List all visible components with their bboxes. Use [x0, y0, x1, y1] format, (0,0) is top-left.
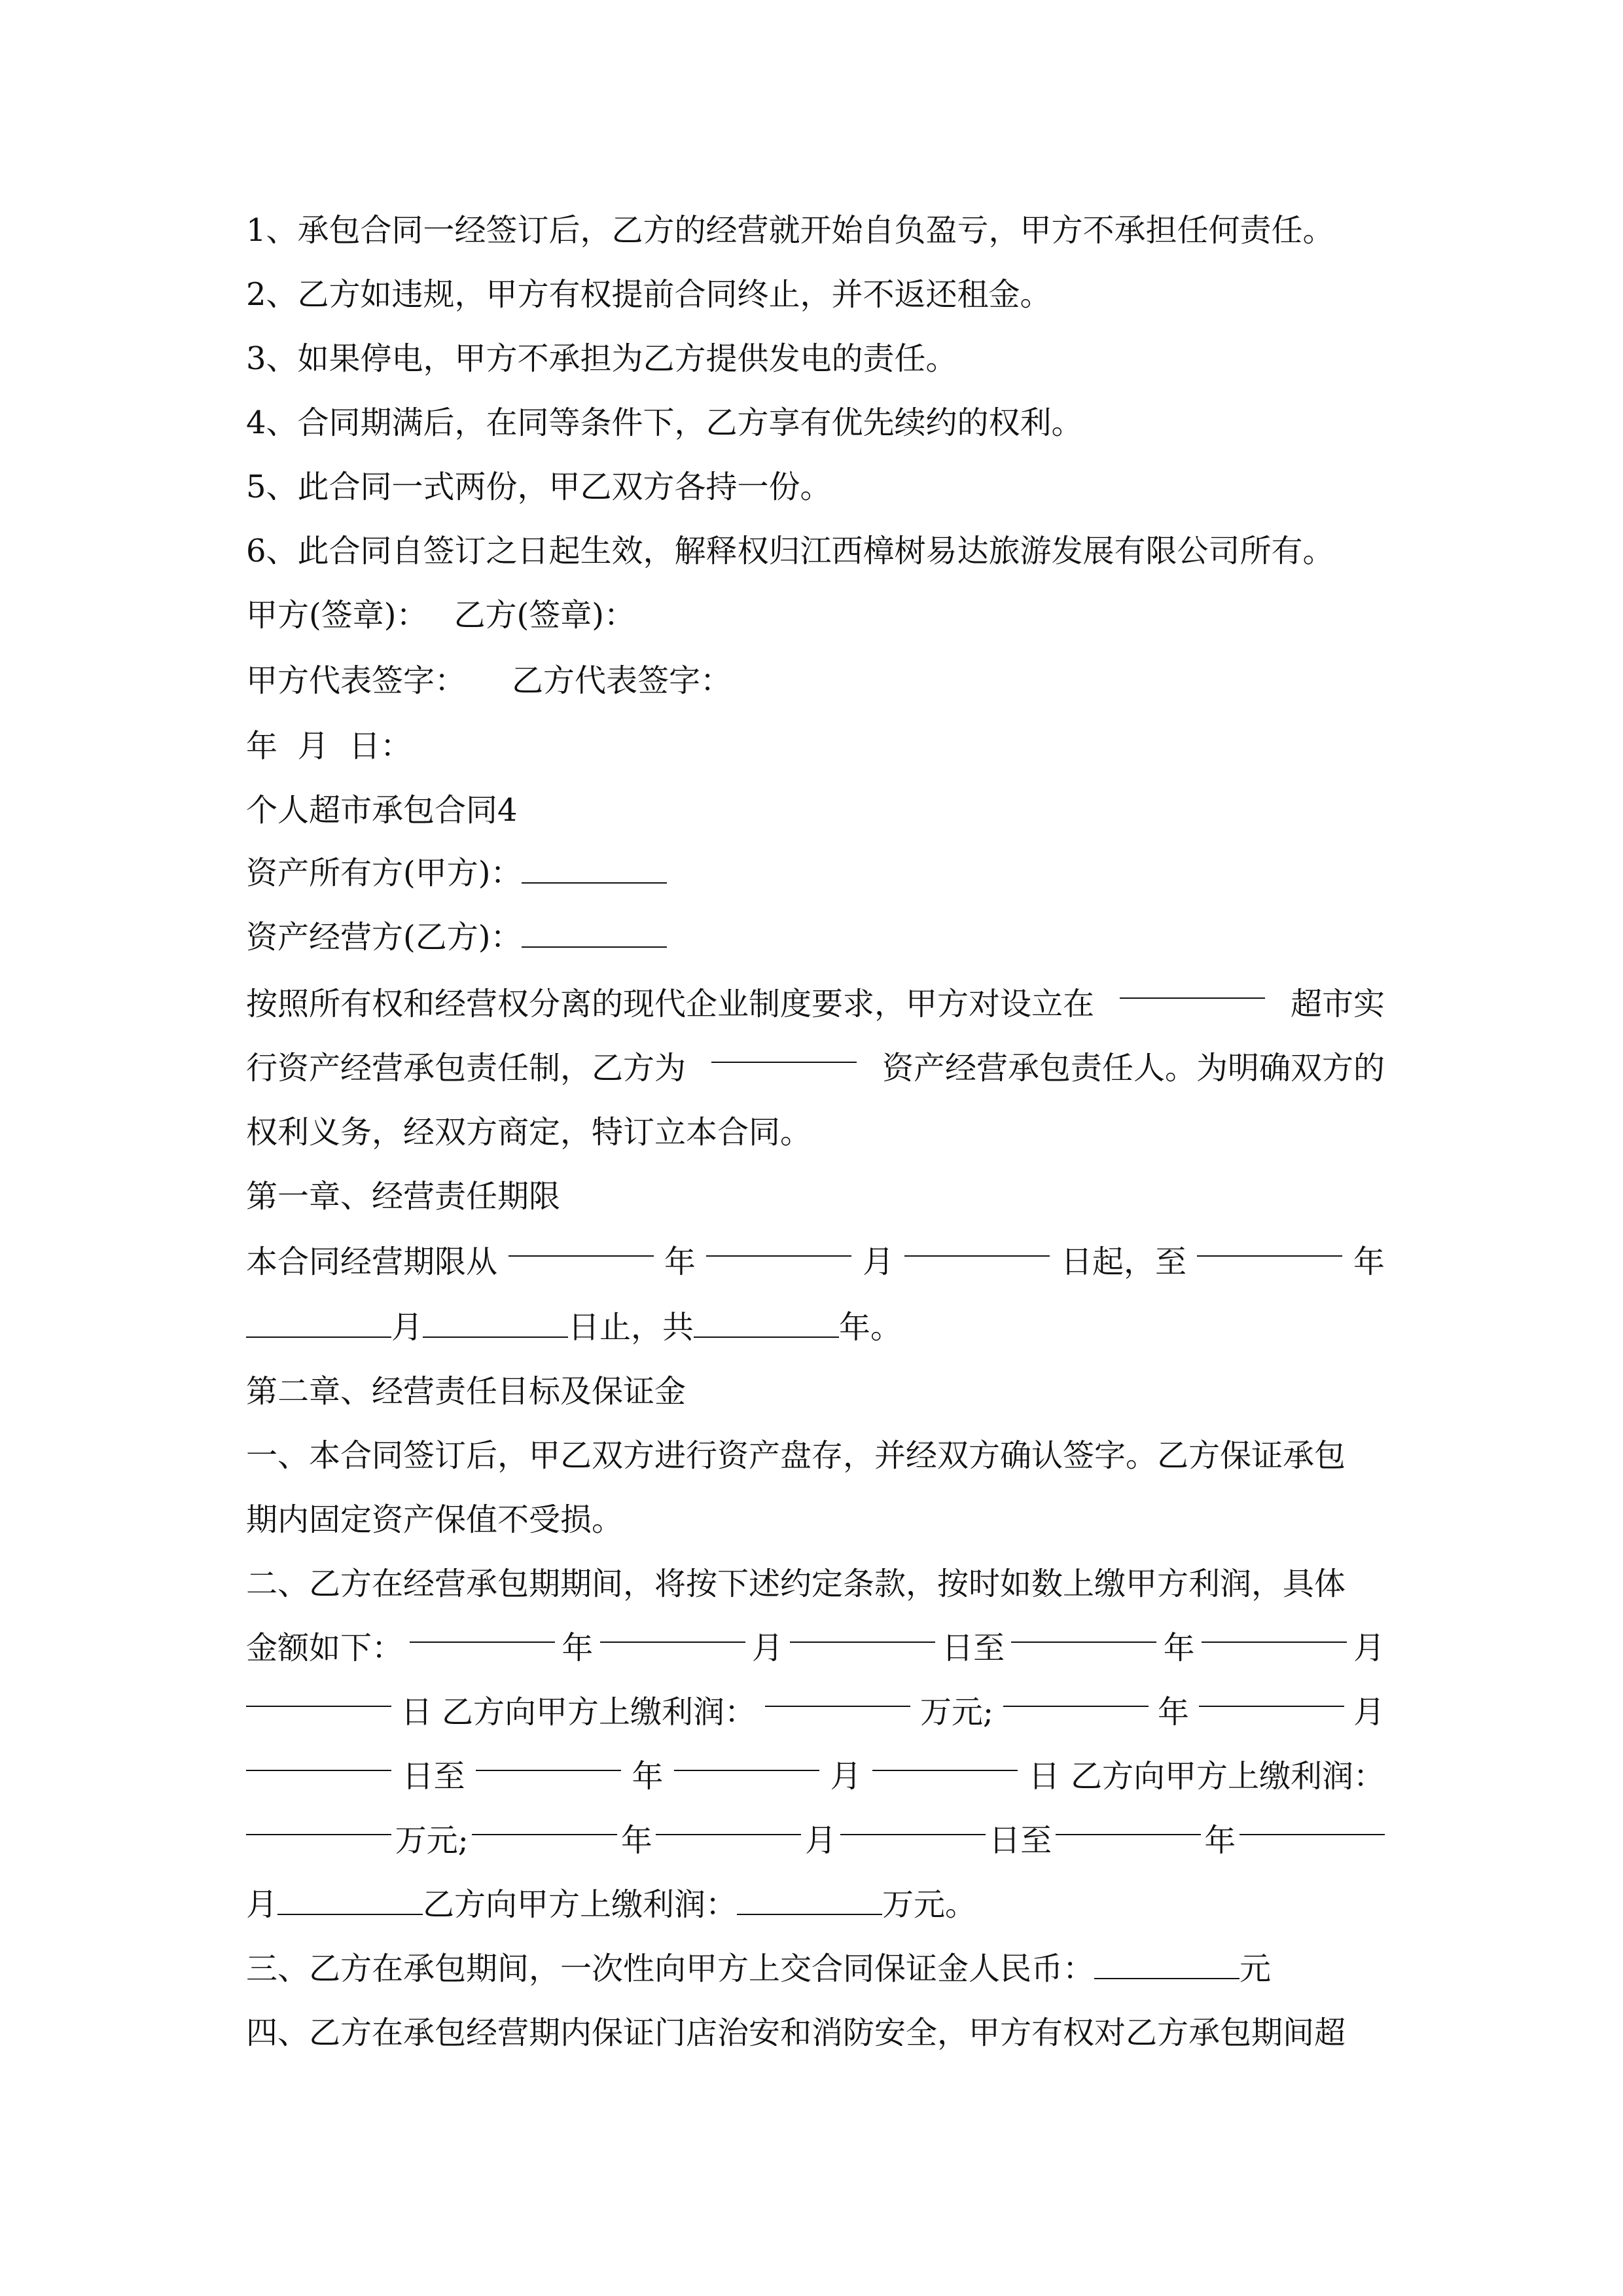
- date-year-label: 年: [246, 728, 278, 764]
- p2-start-month-blank[interactable]: [1199, 1679, 1344, 1707]
- start-year-blank[interactable]: [508, 1229, 654, 1257]
- item-2-line-2: [246, 1615, 1385, 1681]
- day-label: 日: [1028, 1758, 1060, 1795]
- month-label: 月: [1353, 1694, 1385, 1731]
- month-label: 月: [862, 1244, 894, 1280]
- clause-6: 6、此合同自签订之日起生效，解释权归江西樟树易达旅游发展有限公司所有。: [246, 533, 1334, 569]
- date-line: [246, 713, 1385, 779]
- p3-end-day-blank[interactable]: [277, 1888, 423, 1915]
- wan-label: 万元。: [882, 1886, 977, 1923]
- term-text: 日起，至: [1060, 1244, 1186, 1280]
- party-b-seal-label: 乙方(签章)：: [454, 597, 635, 634]
- year-label: 年: [562, 1630, 594, 1666]
- year-label: 年: [632, 1758, 664, 1795]
- item-3-line: [246, 1936, 1385, 2001]
- item-2-line-3: [246, 1679, 1385, 1745]
- year-label: 年: [1204, 1822, 1236, 1859]
- clause-1: 1、承包合同一经签订后，乙方的经营就开始自负盈亏，甲方不承担任何责任。: [246, 212, 1334, 249]
- year-label: 年: [1163, 1630, 1195, 1666]
- item-1-line-2: 期内固定资产保值不受损。: [246, 1501, 624, 1538]
- month-label: 月: [391, 1309, 423, 1346]
- party-a-rep-label: 甲方代表签字：: [246, 662, 467, 699]
- operator-line: [246, 905, 1385, 970]
- clause-5: 5、此合同一式两份，甲乙双方各持一份。: [246, 469, 832, 505]
- intro-text: 按照所有权和经营权分离的现代企业制度要求，甲方对设立在: [246, 986, 1095, 1022]
- year-label: 年: [664, 1244, 696, 1280]
- chapter-1-title: 第一章、经营责任期限: [246, 1178, 561, 1215]
- date-day-label: 日：: [349, 728, 412, 764]
- p2-end-year-blank[interactable]: [476, 1744, 621, 1771]
- date-month-label: 月: [297, 728, 329, 764]
- start-day-blank[interactable]: [904, 1229, 1050, 1257]
- wan-label: 万元;: [919, 1694, 994, 1731]
- seal-line: [246, 583, 1385, 648]
- end-month-blank[interactable]: [246, 1310, 391, 1338]
- p3-end-month-blank[interactable]: [1240, 1808, 1385, 1835]
- item-2-line-6: [246, 1872, 1385, 1937]
- p1-end-day-blank[interactable]: [246, 1679, 391, 1707]
- end-day-blank[interactable]: [423, 1310, 568, 1338]
- p2-end-month-blank[interactable]: [674, 1744, 819, 1771]
- item-2-line-1: 二、乙方在经营承包期期间，将按下述约定条款，按时如数上缴甲方利润，具体: [246, 1566, 1346, 1602]
- deposit-text: 三、乙方在承包期间，一次性向甲方上交合同保证金人民币：: [246, 1950, 1095, 1987]
- day-label: 日: [401, 1694, 433, 1731]
- month-label: 月: [1353, 1630, 1385, 1666]
- intro-text: 资产经营承包责任人。为明确双方的: [882, 1050, 1385, 1086]
- p1-start-year-blank[interactable]: [410, 1615, 555, 1643]
- year-label: 年: [620, 1822, 652, 1859]
- month-label: 月: [751, 1630, 783, 1666]
- p3-end-year-blank[interactable]: [1056, 1808, 1201, 1835]
- pay-profit-label: 乙方向甲方上缴利润：: [1070, 1758, 1385, 1795]
- start-month-blank[interactable]: [706, 1229, 851, 1257]
- year-label: 年: [1353, 1244, 1385, 1280]
- party-b-rep-label: 乙方代表签字：: [512, 662, 732, 699]
- day-to-label: 日至: [402, 1758, 465, 1795]
- clause-2: 2、乙方如违规，甲方有权提前合同终止，并不返还租金。: [246, 276, 1052, 313]
- wan-label: 万元;: [395, 1822, 469, 1859]
- owner-blank[interactable]: [522, 856, 667, 884]
- intro-text: 行资产经营承包责任制，乙方为: [246, 1050, 687, 1086]
- intro-text: 超市实: [1290, 986, 1385, 1022]
- day-to-label: 日至: [989, 1822, 1052, 1859]
- manager-blank[interactable]: [711, 1035, 857, 1063]
- p3-start-day-blank[interactable]: [840, 1808, 986, 1835]
- owner-line: [246, 840, 1385, 906]
- term-text: 日止，共: [568, 1309, 694, 1346]
- total-years-blank[interactable]: [694, 1310, 839, 1338]
- month-label: 月: [805, 1822, 837, 1859]
- store-blank[interactable]: [1120, 971, 1265, 999]
- chapter-2-title: 第二章、经营责任目标及保证金: [246, 1373, 687, 1410]
- term-text: 年。: [839, 1309, 902, 1346]
- p1-start-day-blank[interactable]: [790, 1615, 935, 1643]
- end-year-blank[interactable]: [1197, 1229, 1342, 1257]
- intro-line-1: [246, 971, 1385, 1037]
- p3-amount-blank[interactable]: [737, 1888, 882, 1915]
- intro-line-3: 权利义务，经双方商定，特订立本合同。: [246, 1114, 812, 1151]
- term-line-1: [246, 1229, 1385, 1295]
- p2-amount-blank[interactable]: [246, 1808, 391, 1835]
- month-label: 月: [830, 1758, 862, 1795]
- item-2-line-4: [246, 1744, 1385, 1809]
- p1-end-month-blank[interactable]: [1202, 1615, 1347, 1643]
- p2-start-year-blank[interactable]: [1003, 1679, 1149, 1707]
- amount-label: 金额如下：: [246, 1630, 404, 1666]
- item-4-line: 四、乙方在承包经营期内保证门店治安和消防安全，甲方有权对乙方承包期间超: [246, 2015, 1346, 2051]
- p1-amount-blank[interactable]: [765, 1679, 910, 1707]
- p2-start-day-blank[interactable]: [246, 1744, 391, 1771]
- pay-profit-label: 乙方向甲方上缴利润：: [441, 1694, 756, 1731]
- intro-line-2: [246, 1035, 1385, 1101]
- contract-title: 个人超市承包合同4: [246, 792, 518, 829]
- month-label: 月: [246, 1886, 278, 1923]
- p3-start-year-blank[interactable]: [472, 1808, 617, 1835]
- term-line-2: [246, 1295, 1385, 1360]
- p1-end-year-blank[interactable]: [1011, 1615, 1156, 1643]
- item-1-line-1: 一、本合同签订后，甲乙双方进行资产盘存，并经双方确认签字。乙方保证承包: [246, 1437, 1346, 1474]
- term-text: 本合同经营期限从: [246, 1244, 498, 1280]
- day-to-label: 日至: [942, 1630, 1005, 1666]
- pay-profit-label: 乙方向甲方上缴利润：: [423, 1886, 738, 1923]
- deposit-blank[interactable]: [1094, 1952, 1240, 1979]
- clause-4: 4、合同期满后，在同等条件下，乙方享有优先续约的权利。: [246, 404, 1083, 441]
- rep-signature-line: [246, 648, 1385, 713]
- p3-start-month-blank[interactable]: [656, 1808, 801, 1835]
- p1-start-month-blank[interactable]: [600, 1615, 745, 1643]
- owner-label: 资产所有方(甲方)：: [246, 855, 522, 891]
- party-a-seal-label: 甲方(签章)：: [246, 597, 428, 634]
- clause-3: 3、如果停电，甲方不承担为乙方提供发电的责任。: [246, 340, 957, 377]
- item-2-line-5: [246, 1808, 1385, 1873]
- yuan-label: 元: [1240, 1950, 1272, 1987]
- year-label: 年: [1158, 1694, 1190, 1731]
- p2-end-day-blank[interactable]: [872, 1744, 1018, 1771]
- operator-label: 资产经营方(乙方)：: [246, 919, 522, 956]
- operator-blank[interactable]: [522, 920, 667, 948]
